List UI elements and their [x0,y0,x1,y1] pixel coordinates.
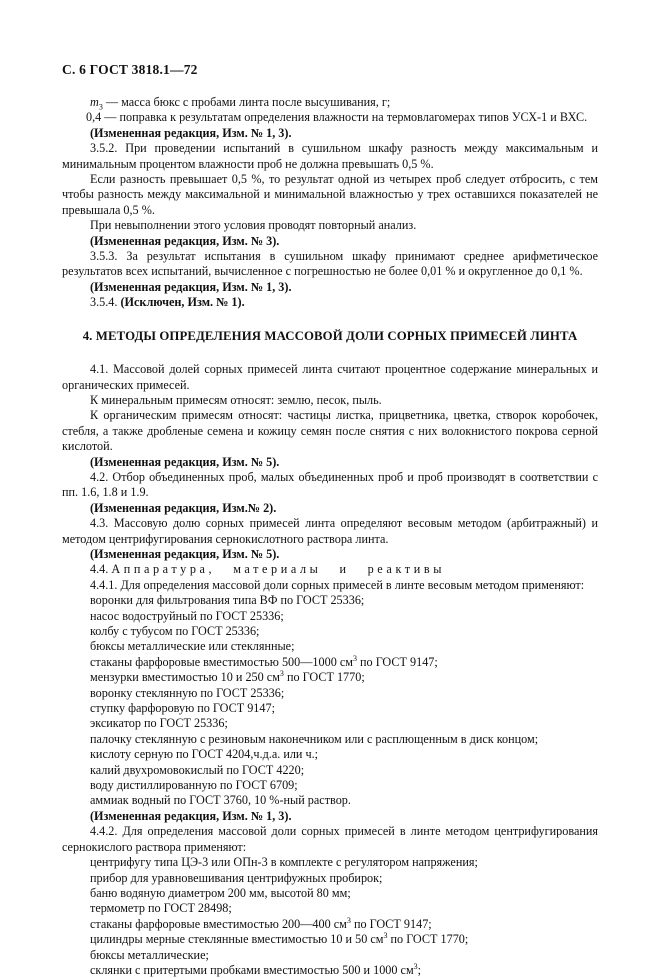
list-item: эксикатор по ГОСТ 25336; [90,716,228,731]
paragraph-3-5-2-c: При невыполнении этого условия проводят повторный анализ. [90,218,417,233]
list-item: насос водоструйный по ГОСТ 25336; [90,608,284,623]
title-word: Аппаратура, [111,562,216,577]
edition-note: (Измененная редакция, Изм. № 5). [90,454,280,469]
list-item [62,917,598,932]
superscript: 3 [413,961,418,971]
title-word: и [339,562,350,577]
paragraph-4-4-1: 4.4.1. Для определения массовой доли сорных примесей в линте весовым методом применяют: [90,577,585,592]
list-item: воронку стеклянную по ГОСТ 25336; [90,685,285,700]
edition-note: (Измененная редакция, Изм. № 1, 3). [90,808,292,823]
spaced-title [111,562,445,576]
list-text: по ГОСТ 1770; [387,932,469,947]
paragraph-4-1-c: К органическим примесям относят: частицы листка, прицветника, цветка, створок коробочек, стебля, а также дробленые семена и кожицу семян после снятия с них волокнистого покрова серной кислотой. [62,408,598,454]
list-text: ; [417,962,422,977]
formula-legend-m3 [62,95,598,110]
paragraph-number: 4.4. [90,562,112,577]
list-item: прибор для уравновешивания центрифужных пробирок; [90,870,383,885]
correction-legend: 0,4 — поправка к результатам определения влажности на термовлагомерах типов УСХ-1 и ВХС. [86,110,588,125]
page-header: С. 6 ГОСТ 3818.1—72 [62,62,198,77]
list-text: склянки с притертыми пробками вместимостью 500 и 1000 см [90,962,414,977]
list-item [62,655,598,670]
list-item: калий двухромовокислый по ГОСТ 4220; [90,762,305,777]
list-item: центрифугу типа ЦЭ-3 или ОПн-3 в комплекте с регулятором напряжения; [90,855,478,870]
list-item [62,932,598,947]
paragraph-3-5-2-b: Если разность превышает 0,5 %, то результат одной из четырех проб следует отбросить, с тем чтобы разность между максимальной и минимальной влажностью у трех оставшихся показателей не превышала 0,5 %. [62,172,598,217]
paragraph-4-3: 4.3. Массовую долю сорных примесей линта определяют весовым методом (арбитражный) и методом центрифугирования сернокислотного раствора линта. [62,516,598,546]
section-heading: 4. МЕТОДЫ ОПРЕДЕЛЕНИЯ МАССОВОЙ ДОЛИ СОРНЫХ ПРИМЕСЕЙ ЛИНТА [82,328,578,343]
document-body [62,95,598,978]
list-text: стаканы фарфоровые вместимостью 200—400 см [90,916,347,931]
superscript: 3 [352,653,357,663]
edition-note: (Измененная редакция, Изм. № 1, 3). [90,125,292,140]
list-text: по ГОСТ 9147; [356,654,438,669]
list-item: бюксы металлические; [90,947,209,962]
edition-note: (Измененная редакция, Изм. № 1, 3). [90,279,292,294]
list-item [62,670,598,685]
paragraph-4-2: 4.2. Отбор объединенных проб, малых объединенных проб и проб производят в соответствии с пп. 1.6, 1.8 и 1.9. [62,469,598,500]
title-word: материалы [233,562,322,577]
m3-symbol: m [90,95,99,109]
list-item: воду дистиллированную по ГОСТ 6709; [90,778,298,793]
list-text: по ГОСТ 1770; [283,670,365,685]
list-text: стаканы фарфоровые вместимостью 500—1000 см [90,654,353,669]
paragraph-4-4-2: 4.4.2. Для определения массовой доли сорных примесей в линте методом центрифугирования сернокислого раствора применяют: [62,824,598,854]
edition-note: (Измененная редакция, Изм. № 3). [90,233,280,248]
paragraph-3-5-2: 3.5.2. При проведении испытаний в сушильном шкафу разность между максимальным и минимальным процентом влажности проб не должна превышать 0,5 %. [62,141,598,171]
list-text: мензурки вместимостью 10 и 250 см [90,670,280,685]
list-item: аммиак водный по ГОСТ 3760, 10 %-ный раствор. [90,793,351,808]
list-item: палочку стеклянную с резиновым наконечником или с расплющенным в диск концом; [90,731,539,746]
list-item: термометр по ГОСТ 28498; [90,901,232,916]
subsection-4-4-heading [62,562,598,577]
paragraph-number: 3.5.4. [90,295,121,310]
paragraph-3-5-4 [62,295,598,310]
list-text: по ГОСТ 9147; [350,916,432,931]
list-item: бюксы металлические или стеклянные; [90,639,295,654]
list-item: воронки для фильтрования типа ВФ по ГОСТ 25336; [90,593,365,608]
list-item: ступку фарфоровую по ГОСТ 9147; [90,701,275,716]
list-text: цилиндры мерные стеклянные вместимостью 10 и 50 см [90,932,384,947]
paragraph-4-1-b: К минеральным примесям относят: землю, песок, пыль. [90,392,382,407]
superscript: 3 [383,931,388,941]
list-item: колбу с тубусом по ГОСТ 25336; [90,624,260,638]
edition-note: (Измененная редакция, Изм.№ 2). [90,500,277,515]
list-item: баню водяную диаметром 200 мм, высотой 80 мм; [90,885,351,900]
paragraph-3-5-3: 3.5.3. За результат испытания в сушильном шкафу принимают среднее арифметическое результатов всех испытаний, вычисленное с погрешностью не более 0,01 % и округленное до 0,1 %. [62,249,598,279]
list-item [62,963,598,978]
m3-text: — масса бюкс с пробами линта после высушивания, г; [102,95,391,109]
superscript: 3 [279,669,284,679]
paragraph-4-1: 4.1. Массовой долей сорных примесей линта считают процентное содержание минеральных и органических примесей. [62,362,598,392]
excluded-note: (Исключен, Изм. № 1). [120,295,245,310]
m3-subscript: 3 [98,102,103,112]
superscript: 3 [346,915,351,925]
edition-note: (Измененная редакция, Изм. № 5). [90,546,280,561]
list-item: кислоту серную по ГОСТ 4204,ч.д.а. или ч.; [90,747,319,762]
title-word: реактивы [367,562,445,577]
